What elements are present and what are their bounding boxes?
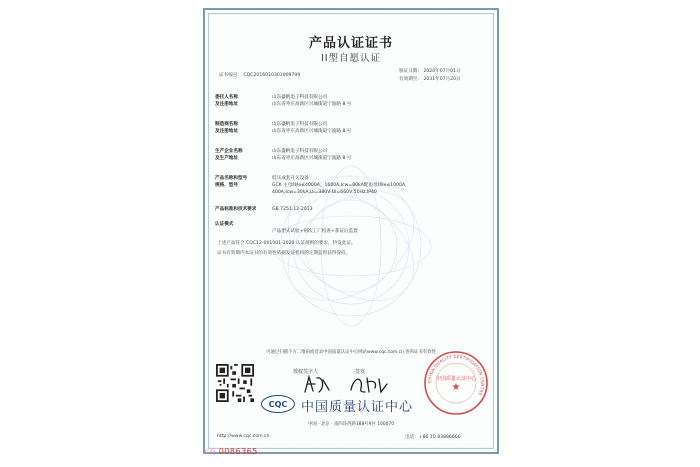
website-link[interactable]: http://www.cqc.com.cn — [217, 434, 270, 439]
certificate-title: 产品认证证书 — [308, 36, 393, 51]
mode-label: 认证模式 — [215, 222, 234, 227]
client-row — [215, 94, 491, 108]
cert-number-row — [219, 72, 300, 78]
certificate-subtitle: II型自愿认证 — [320, 53, 382, 64]
manufacturer-label: 制造商名称 及注册地址 — [215, 122, 238, 134]
org-name: 中国质量认证中心 — [301, 400, 414, 415]
note-2: 证书有效期内本证书的有效性依据发证机构的定期监督获得保持。 — [217, 251, 351, 256]
serial-number — [205, 447, 258, 456]
factory-row — [215, 148, 491, 162]
factory-value: 山东盛帆电子科技有限公司 山东省枣庄高新区兴城街道宁波路 8 号 — [272, 149, 352, 161]
serial-prefix: CQ — [205, 448, 216, 456]
manufacturer-value: 山东盛帆电子科技有限公司 山东省枣庄高新区兴城街道宁波路 8 号 — [272, 122, 352, 134]
factory-label: 生产企业名称 及生产地址 — [215, 149, 243, 161]
signatures — [301, 374, 401, 396]
issue-date-label: 颁证日期： — [399, 69, 422, 74]
valid-until-row — [399, 76, 461, 82]
footer-query-text: 可通过扫描下方二维码或登录中国质量认证中心网站www.cqc.com.cn 查询证书有效性 — [266, 350, 436, 355]
cert-number: CQC2016010301909799 — [243, 73, 301, 78]
mode-row — [215, 221, 491, 235]
cert-number-label: 证书编号： — [219, 73, 242, 78]
cqc-logo: CQC — [261, 395, 295, 413]
address-line: 中国 · 北京 · 南四环西路188号9区 100070 — [307, 422, 394, 427]
standard-row — [215, 206, 491, 213]
serial-value: 0086365 — [218, 447, 258, 456]
svg-text:★: ★ — [451, 382, 461, 393]
valid-until: 2031年07月20日 — [423, 77, 461, 82]
product-value: 低压成套开关设备 GCK 主母线Ie≤4000A，1600A,Icw=80kA配电母线Ie≤1000A， 400A,Icw=30kA,Ui=380V,Ui=660V,50Hz,IP40 — [272, 176, 410, 195]
svg-text:CHINA QUALITY CERTIFICATION CE: CHINA QUALITY CERTIFICATION CENTRE — [426, 353, 486, 397]
issue-date: 2020年07月01日 — [423, 69, 461, 74]
qr-code[interactable] — [216, 364, 254, 402]
sign-label: 签发 — [355, 369, 366, 375]
client-value: 山东盛帆电子科技有限公司 山东省枣庄高新区兴城街道宁波路 8 号 — [272, 95, 352, 107]
product-label: 产品名称和型号 规格、型号 — [215, 176, 248, 188]
mode-value: 产品型式试验+初次工厂检查+获证后监督 — [272, 229, 358, 234]
signer-label: 授权签字人 — [293, 369, 319, 375]
standard-value: GB 7251.12-2013 — [272, 207, 313, 212]
issue-date-row — [399, 68, 461, 74]
certificate — [203, 8, 499, 454]
phone-line: 电话：+86 10 83886666 — [405, 435, 461, 440]
svg-text:中国质量认证中心: 中国质量认证中心 — [435, 376, 477, 382]
manufacturer-row — [215, 121, 491, 135]
client-label: 委托人名称 及注册地址 — [215, 95, 238, 107]
note-1: 上述产品符合 CQC12-001001-2020 认证规则的要求，特发此证。 — [217, 241, 356, 246]
standard-label: 产品标准和技术要求 — [215, 207, 257, 212]
product-row — [215, 175, 491, 196]
certification-seal — [423, 350, 489, 416]
valid-until-label: 有效期至： — [399, 77, 422, 82]
